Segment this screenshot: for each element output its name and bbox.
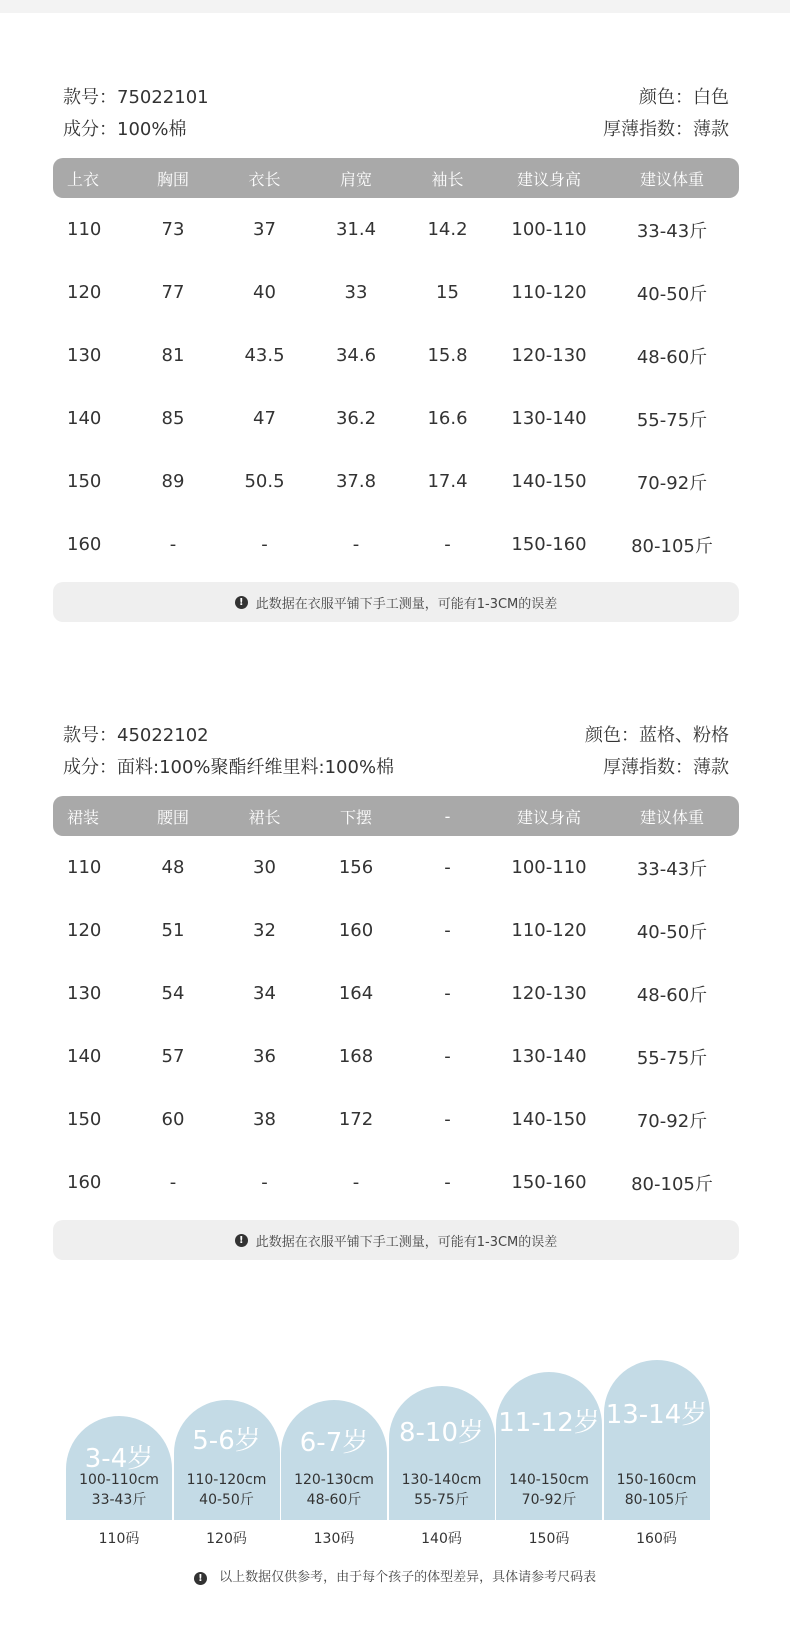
footnote-text: 以上数据仅供参考，由于每个孩子的体型差异，具体请参考尺码表 (219, 1570, 597, 1585)
color-info: 颜色：蓝格、粉格 (585, 725, 729, 746)
age-range: 11-12岁 (498, 1408, 600, 1438)
table-cell: - (169, 534, 177, 555)
table-cell: 160 (67, 1172, 102, 1193)
table-row (53, 198, 739, 261)
header-cell: 衣长 (248, 169, 281, 189)
table-cell: 110 (67, 857, 102, 878)
age-arch (389, 1386, 495, 1520)
reference-footnote (0, 1566, 790, 1585)
table-cell: 30 (253, 857, 276, 878)
table-cell: 60 (161, 1109, 185, 1130)
height-range: 130-140cm (401, 1472, 482, 1488)
table-cell: 140-150 (511, 471, 587, 492)
table-cell: 80-105斤 (631, 535, 713, 557)
table-cell: 150 (67, 1109, 102, 1130)
table-cell: 89 (161, 471, 185, 492)
table-cell: 140 (67, 1046, 102, 1067)
age-arch (66, 1416, 172, 1520)
height-range: 120-130cm (294, 1472, 374, 1488)
age-size-guide (66, 1340, 738, 1520)
size-table-top (53, 83, 739, 622)
top-strip (0, 0, 790, 13)
weight-range: 33-43斤 (91, 1492, 147, 1508)
age-range: 3-4岁 (84, 1444, 154, 1474)
table-cell: 55-75斤 (636, 409, 708, 431)
table-body (53, 198, 739, 576)
table-cell: 37.8 (335, 471, 377, 492)
table-cell: 100-110 (511, 857, 587, 878)
header-cell: 腰围 (156, 807, 189, 827)
size-label: 120码 (206, 1531, 247, 1547)
header-cell: 建议身高 (516, 807, 581, 827)
table-cell: 15.8 (427, 345, 468, 366)
table-cell: 100-110 (511, 219, 587, 240)
weight-range: 70-92斤 (521, 1492, 577, 1508)
table-cell: 168 (338, 1046, 374, 1067)
product-info (53, 83, 739, 147)
table-cell: 33 (344, 282, 368, 303)
table-cell: 54 (161, 983, 185, 1004)
table-cell: 37 (253, 219, 276, 240)
table-cell: 34 (253, 983, 276, 1004)
table-cell: 47 (253, 408, 276, 429)
header-cell: 裙长 (248, 807, 281, 827)
table-cell: - (444, 920, 451, 941)
header-cell: 裙装 (67, 807, 100, 827)
table-cell: 150 (67, 471, 102, 492)
material-info: 成分：100%棉 (63, 119, 187, 140)
table-cell: 31.4 (335, 219, 377, 240)
table-cell: 33-43斤 (636, 858, 708, 880)
table-row (53, 387, 739, 450)
table-cell: 36 (253, 1046, 276, 1067)
thickness-info: 厚薄指数：薄款 (603, 119, 729, 140)
table-cell: 120-130 (511, 983, 587, 1004)
height-range: 140-150cm (509, 1472, 589, 1488)
table-cell: 17.4 (427, 471, 468, 492)
height-range: 110-120cm (186, 1472, 267, 1488)
table-cell: 160 (338, 920, 374, 941)
table-cell: 48-60斤 (636, 346, 708, 368)
table-cell: 140-150 (511, 1109, 587, 1130)
table-cell: 120 (67, 920, 102, 941)
warning-icon: ! (194, 1572, 207, 1585)
header-cell: 上衣 (67, 169, 100, 189)
table-cell: 51 (161, 920, 185, 941)
table-cell: 73 (161, 219, 185, 240)
table-cell: 140 (67, 408, 102, 429)
table-cell: 32 (253, 920, 276, 941)
table-cell: 55-75斤 (636, 1047, 708, 1069)
table-cell: 43.5 (244, 345, 285, 366)
weight-range: 55-75斤 (414, 1492, 469, 1508)
age-arch (604, 1360, 710, 1520)
height-range: 100-110cm (79, 1472, 159, 1488)
table-cell: 130 (67, 983, 102, 1004)
material-info: 成分：面料:100%聚酯纤维里料:100%棉 (63, 757, 395, 778)
warning-icon: ! (235, 1234, 248, 1247)
table-row (53, 450, 739, 513)
table-cell: 110-120 (511, 920, 587, 941)
weight-range: 80-105斤 (624, 1492, 689, 1508)
measurement-note (53, 582, 739, 622)
size-label: 160码 (636, 1531, 677, 1547)
header-cell: 下摆 (339, 807, 372, 827)
table-cell: 120-130 (511, 345, 587, 366)
table-cell: - (169, 1172, 177, 1193)
table-cell: 40-50斤 (636, 283, 708, 305)
table-cell: - (444, 1046, 451, 1067)
table-cell: 34.6 (335, 345, 377, 366)
table-cell: 16.6 (427, 408, 468, 429)
age-range: 8-10岁 (398, 1418, 484, 1448)
table-header (53, 796, 739, 836)
weight-range: 40-50斤 (199, 1492, 254, 1508)
table-cell: 50.5 (244, 471, 285, 492)
warning-icon: ! (235, 596, 248, 609)
table-cell: 110-120 (511, 282, 587, 303)
thickness-info: 厚薄指数：薄款 (603, 757, 729, 778)
style-number: 款号：45022102 (63, 725, 209, 746)
table-cell: 38 (253, 1109, 276, 1130)
color-info: 颜色：白色 (639, 87, 729, 108)
table-cell: 160 (67, 534, 102, 555)
table-cell: 130-140 (511, 1046, 587, 1067)
style-number: 款号：75022101 (63, 87, 209, 108)
measurement-note (53, 1220, 739, 1260)
table-cell: 33-43斤 (636, 220, 708, 242)
header-cell: - (444, 806, 451, 826)
age-arch (174, 1400, 280, 1520)
table-cell: - (261, 1172, 268, 1193)
table-cell: 36.2 (335, 408, 377, 429)
note-text: 此数据在衣服平铺下手工测量，可能有1-3CM的误差 (255, 596, 558, 612)
table-cell: 130 (67, 345, 102, 366)
table-cell: 48 (161, 857, 185, 878)
note-text: 此数据在衣服平铺下手工测量，可能有1-3CM的误差 (255, 1234, 558, 1250)
table-cell: - (444, 1109, 451, 1130)
header-cell: 袖长 (431, 169, 464, 189)
header-cell: 胸围 (156, 169, 189, 189)
table-cell: 164 (338, 983, 374, 1004)
size-label: 130码 (313, 1531, 355, 1547)
height-range: 150-160cm (616, 1472, 697, 1488)
table-cell: 150-160 (511, 534, 587, 555)
table-row (53, 324, 739, 387)
table-cell: 81 (161, 345, 185, 366)
table-cell: 156 (338, 857, 374, 878)
table-cell: 80-105斤 (631, 1173, 713, 1195)
age-arch (496, 1372, 602, 1520)
age-arch (281, 1400, 387, 1520)
product-info (53, 721, 739, 785)
size-label: 140码 (421, 1531, 462, 1547)
table-cell: - (444, 534, 451, 555)
table-cell: 15 (436, 282, 459, 303)
table-row (53, 1151, 739, 1214)
header-cell: 建议身高 (516, 169, 581, 189)
table-body (53, 836, 739, 1214)
age-range: 13-14岁 (605, 1400, 708, 1430)
table-cell: 130-140 (511, 408, 587, 429)
table-cell: 57 (161, 1046, 185, 1067)
table-cell: 48-60斤 (636, 984, 708, 1006)
table-cell: 70-92斤 (636, 472, 708, 494)
table-cell: - (352, 1172, 360, 1193)
header-cell: 建议体重 (639, 169, 704, 189)
age-range: 6-7岁 (299, 1428, 369, 1458)
table-row (53, 1088, 739, 1151)
table-cell: - (261, 534, 268, 555)
weight-range: 48-60斤 (306, 1492, 362, 1508)
table-cell: 14.2 (427, 219, 468, 240)
table-row (53, 1025, 739, 1088)
table-cell: 85 (161, 408, 185, 429)
header-cell: 肩宽 (339, 169, 372, 189)
table-cell: 110 (67, 219, 102, 240)
size-label: 110码 (98, 1531, 140, 1547)
header-cell: 建议体重 (639, 807, 704, 827)
table-cell: 120 (67, 282, 102, 303)
table-row (53, 962, 739, 1025)
table-row (53, 261, 739, 324)
age-range: 5-6岁 (192, 1426, 261, 1456)
table-cell: - (444, 983, 451, 1004)
table-row (53, 513, 739, 576)
table-cell: 40-50斤 (636, 921, 708, 943)
table-header (53, 158, 739, 198)
table-cell: 40 (253, 282, 276, 303)
table-cell: 172 (338, 1109, 374, 1130)
table-row (53, 899, 739, 962)
table-cell: - (352, 534, 360, 555)
table-row (53, 836, 739, 899)
table-cell: - (444, 1172, 451, 1193)
size-table-skirt (53, 721, 739, 1260)
table-cell: 70-92斤 (636, 1110, 708, 1132)
table-cell: 150-160 (511, 1172, 587, 1193)
size-label: 150码 (528, 1531, 570, 1547)
table-cell: 77 (161, 282, 185, 303)
table-cell: - (444, 857, 451, 878)
